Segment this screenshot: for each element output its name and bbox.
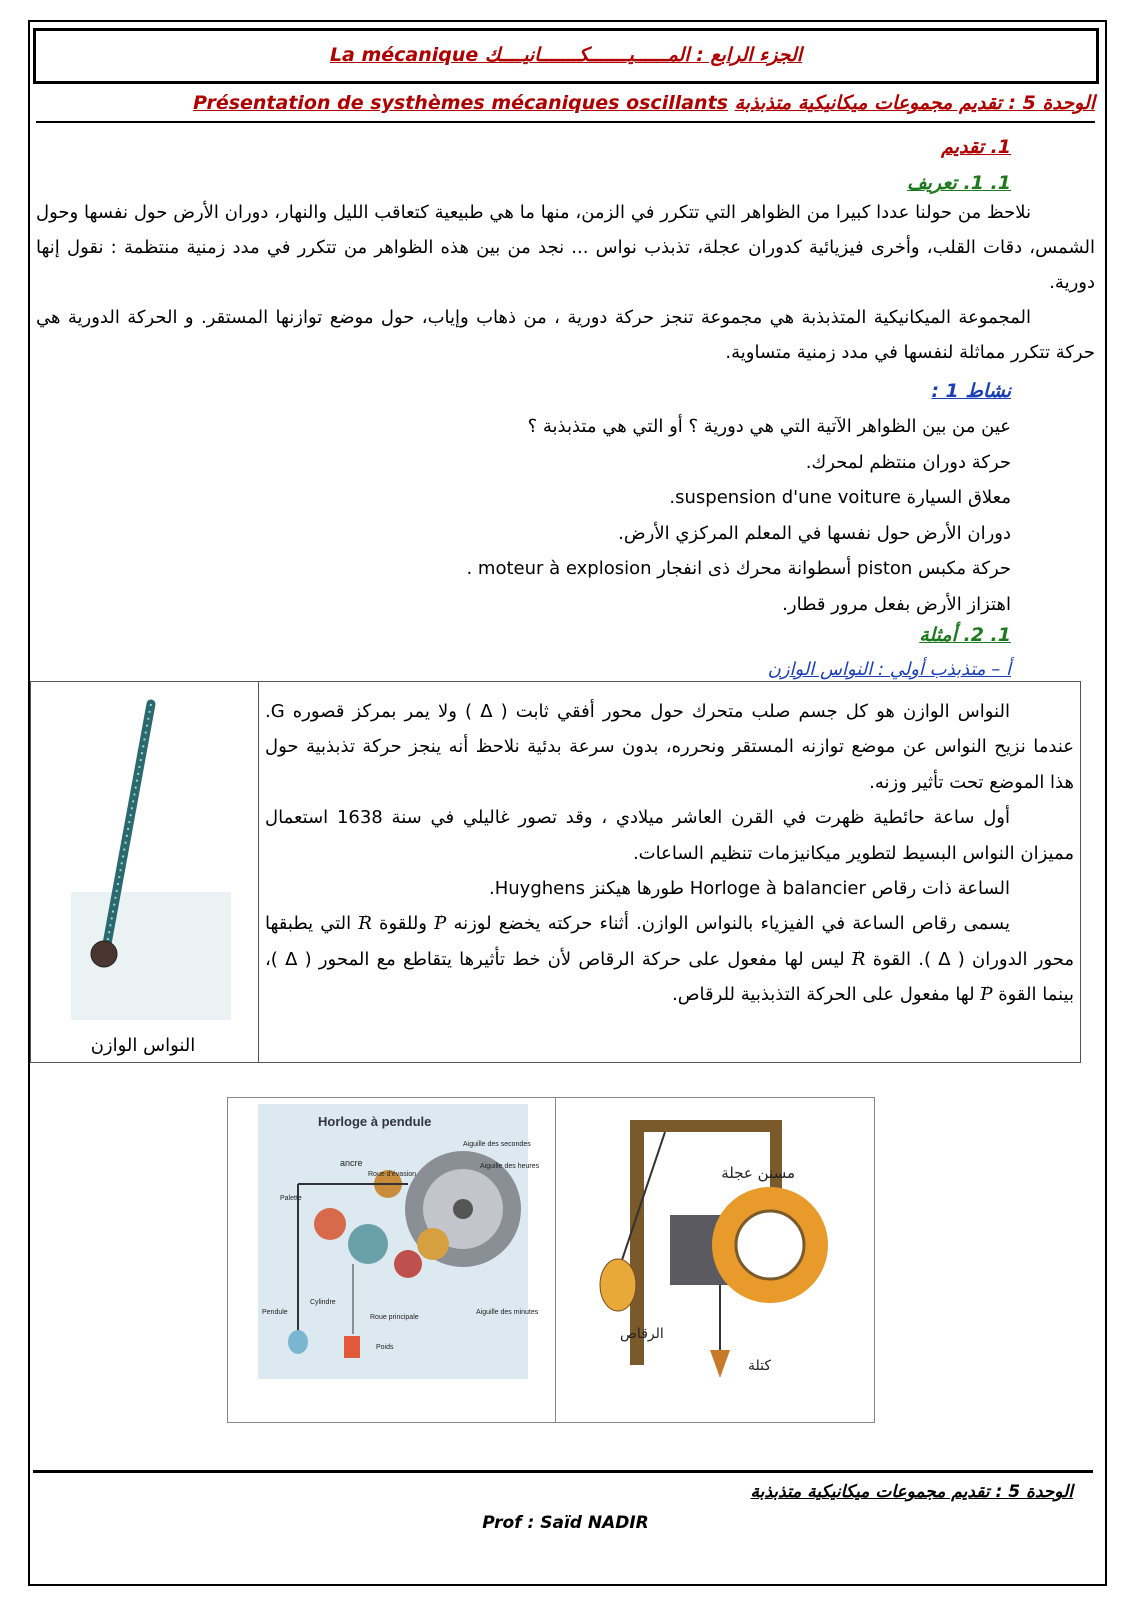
label-roue-echappement: Roue d'évasion	[368, 1171, 417, 1178]
label-aiguille-minutes: Aiguille des minutes	[476, 1309, 539, 1316]
label-mass: كتلة	[748, 1358, 772, 1374]
footer-unit: الوحدة 5 : تقديم مجموعات ميكانيكية متذبذبة	[750, 1482, 1073, 1502]
pendulum-paragraph-3: الساعة ذات رقاص Horloge à balancier طورها هيكنز Huyghens.	[488, 878, 1010, 900]
header-title: الجزء الرابع : المــــــيـــــــكـــــــانيــــك La mécanique	[329, 44, 803, 66]
label-escapement-pendulum: الرقاص	[620, 1326, 664, 1342]
vector-r: → R	[358, 913, 372, 934]
pendulum-box	[30, 681, 1081, 1063]
header-box	[33, 28, 1099, 84]
clock-diagram-title: Horloge à pendule	[318, 1114, 432, 1129]
pendulum-p4c: التي يطبقها محور الدوران ( Δ ). القوة	[265, 913, 1075, 970]
label-aiguille-heures: Aiguille des heures	[480, 1163, 540, 1170]
examples-heading: 1. 2. أمثلة	[919, 624, 1011, 646]
pendulum-text	[265, 694, 1074, 1013]
title-separator	[36, 121, 1095, 123]
label-poids: Poids	[376, 1344, 394, 1351]
activity-question: عين من بين الظواهر الآتية التي هي دورية ؟ أو التي هي متذبذبة ؟	[527, 416, 1011, 437]
clock-figures-box	[227, 1097, 875, 1423]
unit-title-arabic: الوحدة 5 : تقديم مجموعات ميكانيكية متذبذبة	[734, 92, 1095, 114]
label-ancre: ancre	[340, 1158, 363, 1168]
pendulum-paragraph-2: أول ساعة حائطية ظهرت في القرن العاشر ميلادي ، وقد تصور غاليلي في سنة 1638 استعمال مميزان النواس البسيط لتطوير ميكانيزمات تنظيم الساعات.	[265, 807, 1074, 864]
pendulum-paragraph-1: النواس الوازن هو كل جسم صلب متحرك حول محور أفقي ثابت ( Δ ) ولا يمر بمركز قصوره G. عندما نزيح النواس عن موضع توازنه المستقر ونحرره، بدون سرعة بدئية نلاحظ أنه ينجز حركة تذبذبية حول هذا الموضع تحت تأثير وزنه.	[265, 701, 1074, 793]
escapement-drawing	[570, 1110, 870, 1400]
label-aiguille-secondes: Aiguille des secondes	[463, 1141, 531, 1148]
unit-title	[36, 92, 1095, 114]
vector-p: → P	[434, 913, 446, 934]
vector-r: → R	[852, 949, 866, 970]
vector-p: → P	[980, 984, 992, 1005]
pendulum-p4a: يسمى رقاص الساعة في الفيزياء بالنواس الوازن. أثناء حركته يخضع لوزنه	[453, 913, 1010, 935]
section-heading: 1. تقديم	[941, 136, 1011, 158]
label-palette: Palette	[280, 1195, 302, 1202]
activity-list	[466, 409, 1011, 622]
list-item: دوران الأرض حول نفسها في المعلم المركزي الأرض.	[618, 522, 1011, 544]
definition-text	[36, 195, 1095, 370]
pendulum-subheading: أ – متذبذب أولي : النواس الوازن	[767, 659, 1011, 680]
definition-paragraph-1: نلاحظ من حولنا عددا كبيرا من الظواهر التي تتكرر في الزمن، منها ما هي طبيعية كتعاقب الليل والنهار، دوران الأرض حول نفسها وحول الشمس، دقات القلب، وأخرى فيزيائية كدوران عجلة، تذبذب نواس ... نجد من بين هذه الظواهر من تتكرر في مدد زمنية منتظمة : نقول إنها دورية.	[36, 202, 1095, 293]
footer-prof: Prof : Saïd NADIR	[482, 1513, 649, 1533]
list-item: معلاق السيارة suspension d'une voiture.	[669, 487, 1011, 508]
definition-heading: 1. 1. تعريف	[906, 172, 1011, 194]
pendulum-paragraph-4	[265, 906, 1074, 1012]
pendulum-p4d: ليس لها مفعول على حركة الرقاص لأن خط تأثيرها يتقاطع مع المحور ( Δ )، بينما القوة	[265, 948, 1074, 1006]
unit-title-french: Présentation de systhèmes mécaniques oscillants	[193, 92, 728, 114]
definition-paragraph-2: المجموعة الميكانيكية المتذبذبة هي مجموعة تنجز حركة دورية ، من ذهاب وإياب، حول موضع توازنها المستقر. و الحركة الدورية هي حركة تتكرر مماثلة لنفسها في مدد زمنية متساوية.	[36, 307, 1095, 363]
activity-heading: نشاط 1 :	[931, 380, 1011, 402]
label-wheel: مسنن عجلة	[721, 1164, 795, 1182]
pendulum-box-divider	[258, 682, 259, 1062]
label-roue-principale: Roue principale	[370, 1314, 419, 1321]
pendulum-caption: النواس الوازن	[90, 1035, 196, 1056]
pendulum-p4b: وللقوة	[379, 913, 428, 935]
pendulum-p4e: لها مفعول على الحركة التذبذبية للرقاص.	[672, 984, 975, 1006]
label-cylindre: Cylindre	[310, 1299, 336, 1306]
pendulum-image	[31, 682, 257, 1060]
list-item: حركة مكبس piston أسطوانة محرك ذى انفجار moteur à explosion .	[466, 558, 1011, 579]
pendulum-clock-diagram	[258, 1104, 540, 1379]
list-item: اهتزاز الأرض بفعل مرور قطار.	[782, 593, 1011, 615]
list-item: حركة دوران منتظم لمحرك.	[805, 451, 1011, 473]
clock-figures-divider	[555, 1098, 556, 1422]
label-pendule: Pendule	[262, 1309, 288, 1316]
